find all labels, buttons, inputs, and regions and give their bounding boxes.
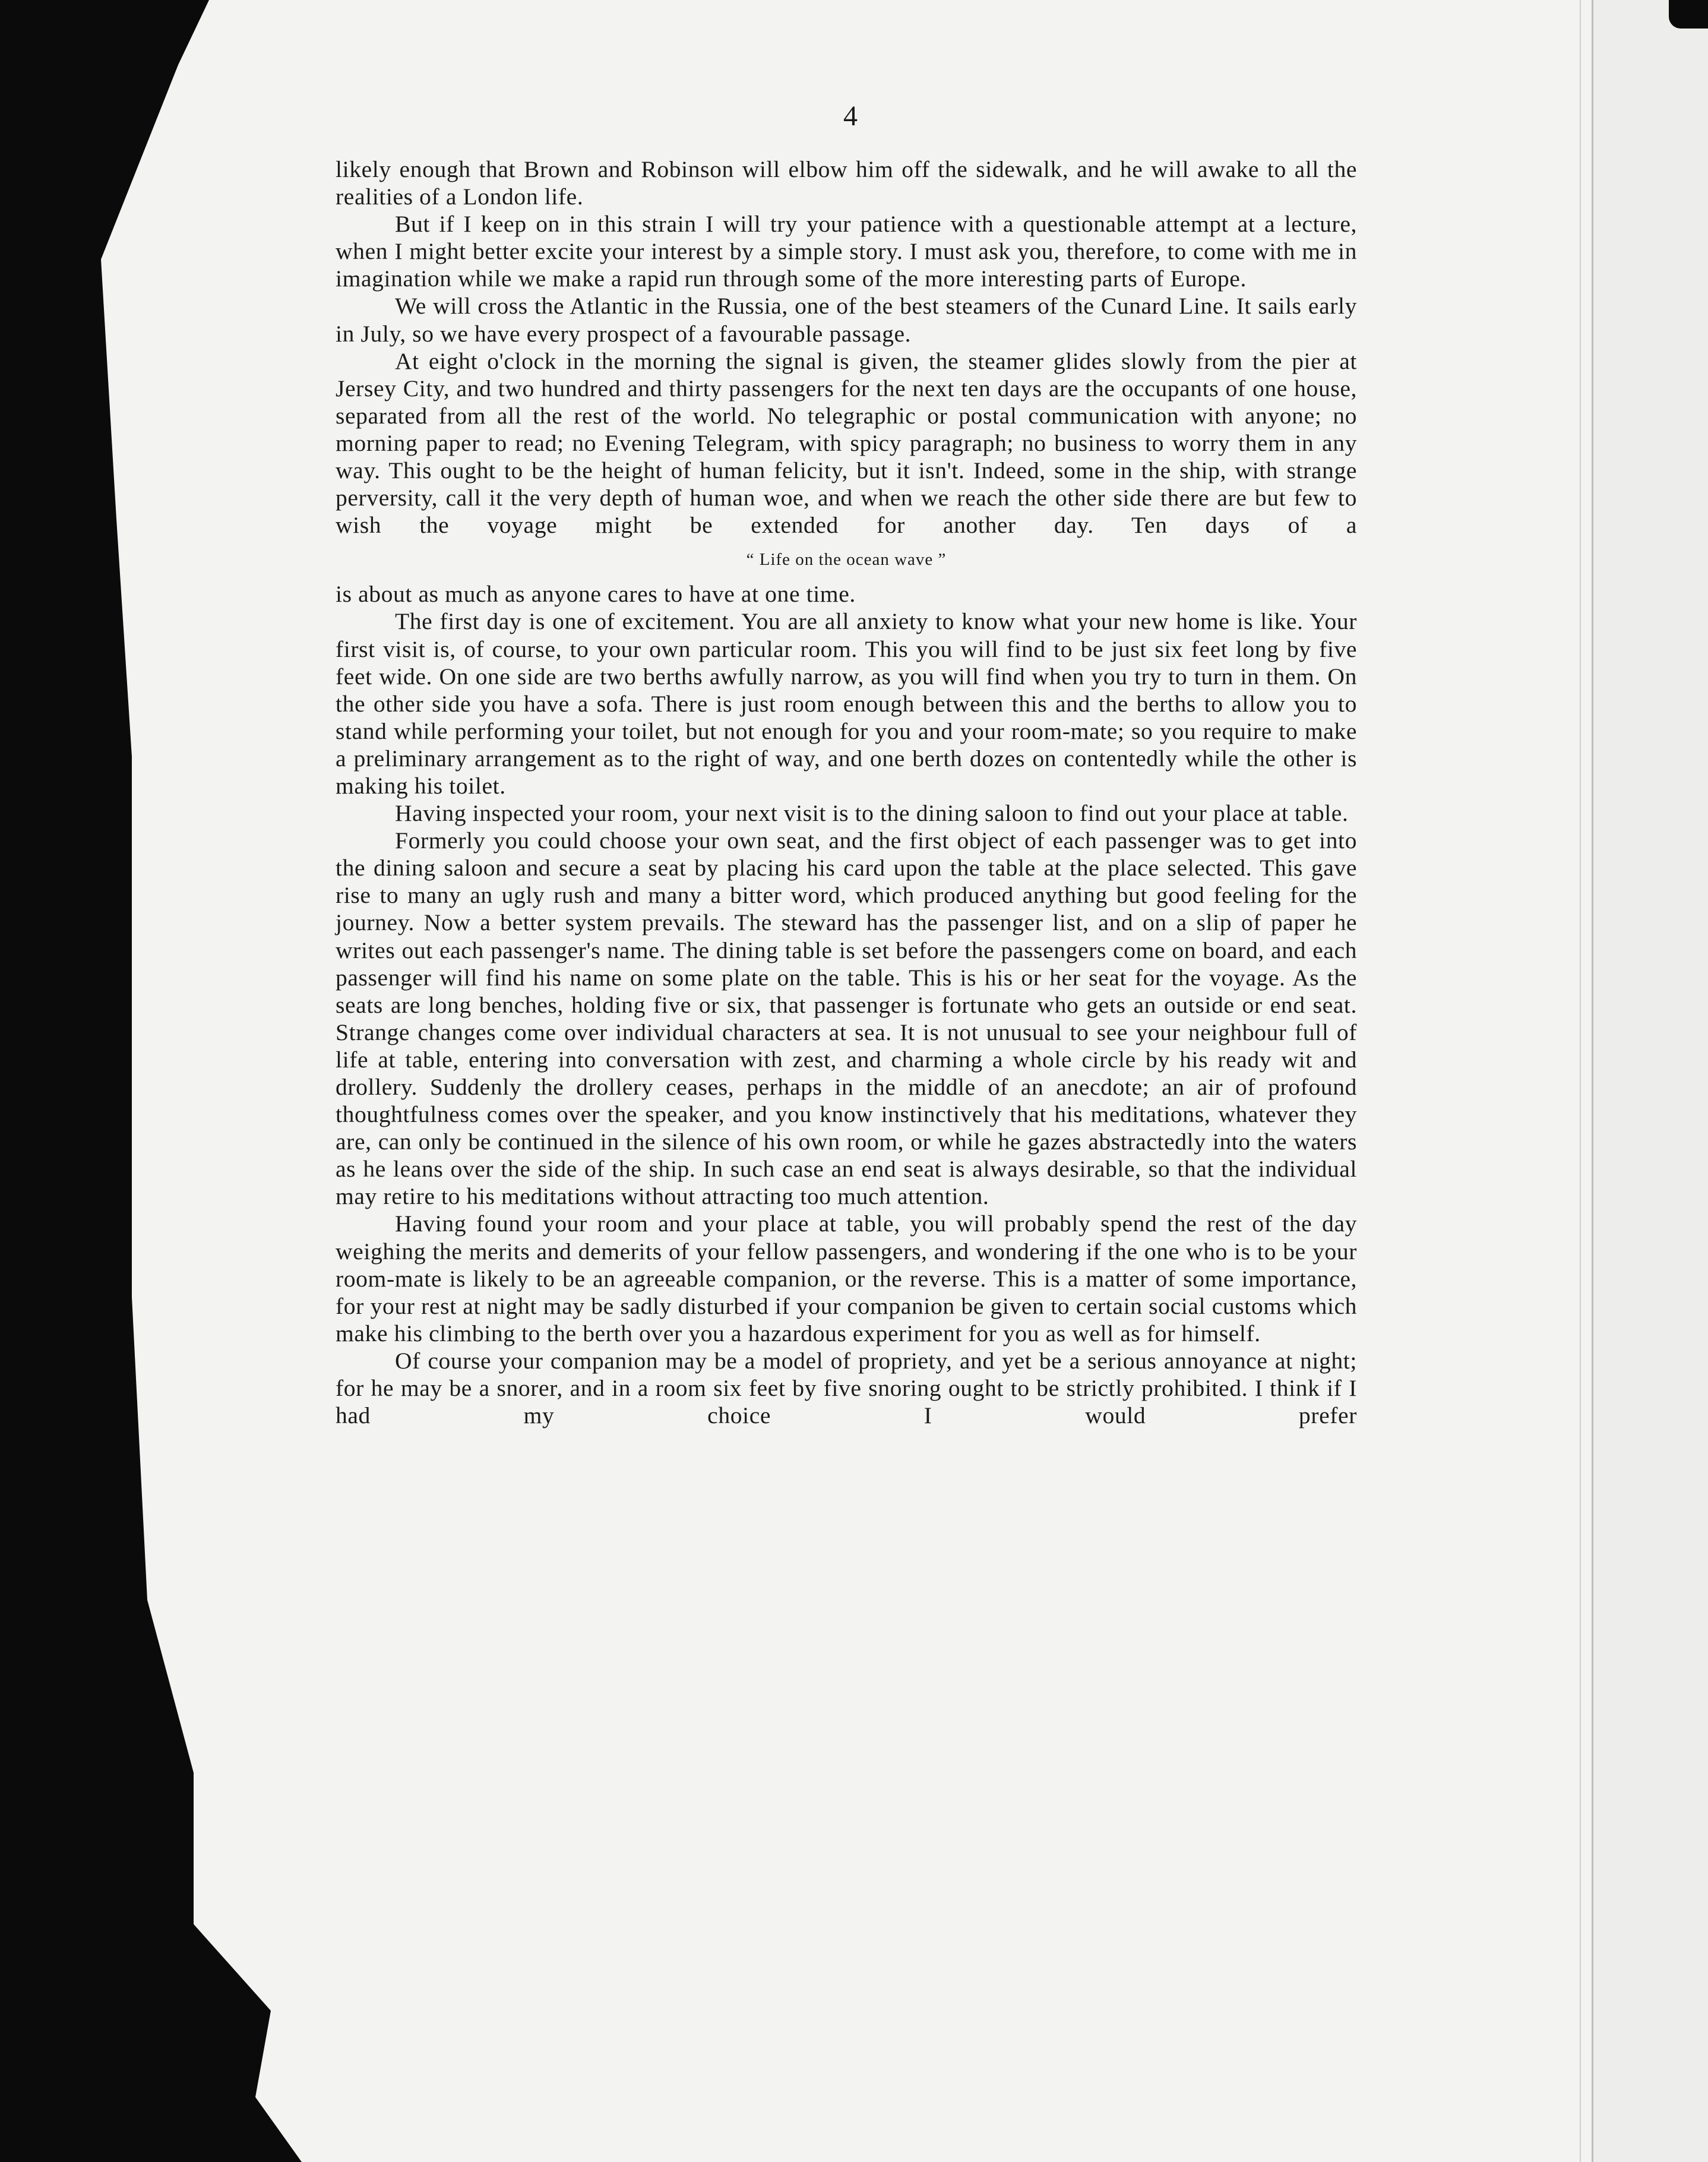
paragraph: At eight o'clock in the morning the signal is given, the steamer glides slowly from the pier at Jersey City, and two hundred and thirty passengers for the next ten days are the occupants of one house, separated from all the rest of the world. No telegraphic or postal communication with anyone; no morning paper to read; no Evening Telegram, with spicy paragraph; no business to worry them in any way. This ought to be the height of human felicity, but it isn't. Indeed, some in the ship, with strange perversity, call it the very depth of human woe, and when we reach the other side there are but few to wish the voyage might be extended for another day. Ten days of a (336, 347, 1357, 539)
paragraph-continuation: is about as much as anyone cares to have at one time. (336, 581, 856, 608)
paragraph-continuation: likely enough that Brown and Robinson will elbow him off the sidewalk, and he will awake to all the realities of a London life. (336, 156, 1357, 210)
paragraph: Having inspected your room, your next visit is to the dining saloon to find out your place at table. (395, 800, 1349, 827)
binding-fold-line (1580, 0, 1581, 2162)
torn-corner (1669, 0, 1708, 29)
page-number: 4 (843, 100, 858, 132)
body-text (336, 156, 1357, 1429)
paragraph: We will cross the Atlantic in the Russia, one of the best steamers of the Cunard Line. It sails early in July, so we have every prospect of a favourable passage. (336, 293, 1357, 347)
quotation: “ Life on the ocean wave ” (746, 550, 947, 570)
adjacent-page-edge (1592, 0, 1708, 2162)
paragraph: Of course your companion may be a model of propriety, and yet be a serious annoyance at night; for he may be a snorer, and in a room six feet by five snoring ought to be strictly prohibited. I think if I had my choice I would prefer (336, 1347, 1357, 1429)
paragraph: The first day is one of excitement. You are all anxiety to know what your new home is like. Your first visit is, of course, to your own particular room. This you will find to be just six feet long by five feet wide. On one side are two berths awfully narrow, as you will find when you try to turn in them. On the other side you have a sofa. There is just room enough between this and the berths to allow you to stand while performing your toilet, but not enough for you and your room-mate; so you require to make a preliminary arrangement as to the right of way, and one berth dozes on contentedly while the other is making his toilet. (336, 608, 1357, 799)
paragraph: But if I keep on in this strain I will try your patience with a questionable attempt at a lecture, when I might better excite your interest by a simple story. I must ask you, therefore, to come with me in imagination while we make a rapid run through some of the more interesting parts of Europe. (336, 211, 1357, 292)
paragraph: Formerly you could choose your own seat, and the first object of each passenger was to get into the dining saloon and secure a seat by placing his card upon the table at the place selected. This gave rise to many an ugly rush and many a bitter word, which produced anything but good feeling for the journey. Now a better system prevails. The steward has the passenger list, and on a slip of paper he writes out each passenger's name. The dining table is set before the passengers come on board, and each passenger will find his name on some plate on the table. This is his or her seat for the voyage. As the seats are long benches, holding five or six, that passenger is fortunate who gets an outside or end seat. Strange changes come over individual characters at sea. It is not unusual to see your neighbour full of life at table, entering into conversation with zest, and charming a whole circle by his ready wit and drollery. Suddenly the drollery ceases, perhaps in the middle of an anecdote; an air of profound thoughtfulness comes over the speaker, and you know instinctively that his meditations, whatever they are, can only be continued in the silence of his own room, or while he gazes abstractedly into the waters as he leans over the side of the ship. In such case an end seat is always desirable, so that the individual may retire to his meditations without attracting too much attention. (336, 827, 1357, 1210)
paragraph: Having found your room and your place at table, you will probably spend the rest of the day weighing the merits and demerits of your fellow passengers, and wondering if the one who is to be your room-mate is likely to be an agreeable companion, or the reverse. This is a matter of some importance, for your rest at night may be sadly disturbed if your companion be given to certain social customs which make his climbing to the berth over you a hazardous experiment for you as well as for himself. (336, 1210, 1357, 1346)
